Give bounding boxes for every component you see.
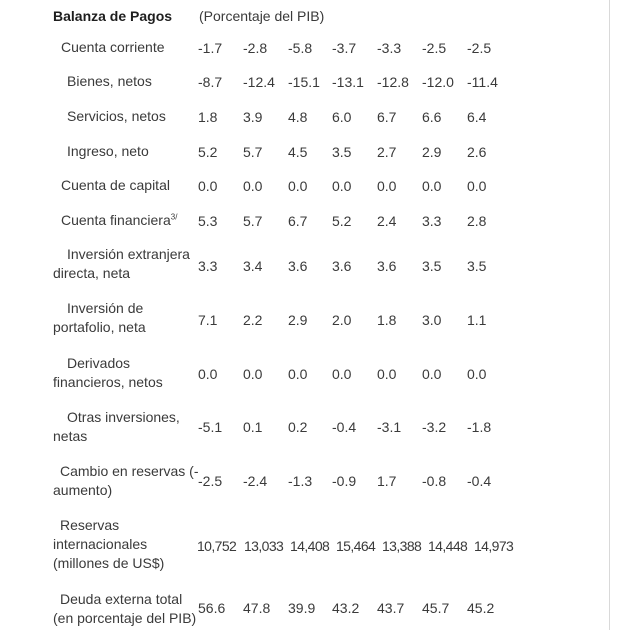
row-label: Reservas internacionales (millones de US$) [53,517,165,571]
row-value: 2.0 [332,312,352,328]
row-value: -11.4 [467,74,498,90]
row-label: Inversión extranjera directa, neta [53,246,190,281]
row-value: 1.1 [467,312,487,328]
row-value: 3.9 [243,109,263,125]
row-value: -3.2 [422,419,447,435]
row-value: 1.8 [377,312,397,328]
row-value: 4.8 [288,109,308,125]
row-value: 15,464 [336,538,376,554]
row-value: 7.1 [198,312,218,328]
row-label: Cuenta de capital [61,177,170,193]
row-value: 0.0 [288,366,308,382]
row-value: -1.3 [288,473,313,489]
row-value: 14,448 [428,538,468,554]
row-value: 39.9 [288,600,316,616]
row-value: 0.0 [467,366,487,382]
row-value: -15.1 [288,74,320,90]
row-value: 5.2 [198,144,218,160]
row-label: Derivados financieros, netos [53,355,163,390]
row-value: 2.9 [422,144,442,160]
row-value: 0.2 [288,419,308,435]
row-value: 3.0 [422,312,442,328]
row-value: 0.0 [377,178,397,194]
row-value: 0.0 [332,366,352,382]
row-value: -2.5 [467,40,492,56]
row-label [61,211,209,230]
row-value: 5.7 [243,144,263,160]
row-value: 0.0 [288,178,308,194]
row-value: 2.6 [467,144,487,160]
row-value: 6.7 [377,109,397,125]
row-value: 6.7 [288,213,308,229]
row-value: -13.1 [332,74,364,90]
row-value: -5.1 [198,419,223,435]
row-value: -12.0 [422,74,454,90]
row-value: 13,388 [382,538,422,554]
row-value: 0.0 [243,366,263,382]
row-label: Deuda externa total (en porcentaje del PIB) [53,591,197,626]
row-value: 0.0 [332,178,352,194]
row-value: 14,408 [290,538,330,554]
row-value: -1.7 [198,40,223,56]
row-value: 2.9 [288,312,308,328]
row-value: 3.6 [288,258,308,274]
row-value: 14,973 [474,538,514,554]
row-value: 4.5 [288,144,308,160]
row-value: 2.7 [377,144,397,160]
row-value: 0.0 [467,178,487,194]
row-value: 6.4 [467,109,487,125]
row-value: 3.3 [198,258,218,274]
row-value: 5.3 [198,213,218,229]
row-value: -0.9 [332,473,357,489]
row-label: Cambio en reservas (- aumento) [53,463,199,498]
row-value: 10,752 [197,538,237,554]
row-label: Bienes, netos [67,73,152,89]
row-value: -12.8 [377,74,409,90]
table-title: Balanza de Pagos [53,8,173,24]
row-value: 3.6 [377,258,397,274]
row-label: Servicios, netos [67,108,166,124]
row-value: 2.8 [467,213,487,229]
row-value: -1.8 [467,419,492,435]
row-label: Ingreso, neto [67,143,149,159]
row-value: -2.8 [243,40,268,56]
row-value: 6.6 [422,109,442,125]
row-value: -8.7 [198,74,223,90]
row-value: -3.3 [377,40,402,56]
row-value: 56.6 [198,600,226,616]
row-label: Inversión de portafolio, neta [53,300,146,335]
row-value: 3.5 [422,258,442,274]
row-value: 0.0 [198,178,218,194]
table-subtitle: (Porcentaje del PIB) [199,8,325,24]
row-value: -2.4 [243,473,268,489]
row-value: -12.4 [243,74,275,90]
row-value: 45.7 [422,600,450,616]
row-value: 6.0 [332,109,352,125]
row-value: 3.5 [467,258,487,274]
row-value: 13,033 [244,538,284,554]
row-value: 0.0 [377,366,397,382]
row-value: -3.1 [377,419,402,435]
row-value: 45.2 [467,600,495,616]
row-label: Otras inversiones, netas [53,409,180,444]
row-value: 43.7 [377,600,405,616]
row-value: 3.6 [332,258,352,274]
row-value: -2.5 [198,473,223,489]
row-label-text: Cuenta financiera [61,212,171,228]
row-value: 3.3 [422,213,442,229]
footnote-marker: 3/ [170,212,178,222]
row-value: 1.8 [198,109,218,125]
row-value: -0.8 [422,473,447,489]
row-value: 47.8 [243,600,271,616]
row-value: -3.7 [332,40,357,56]
row-value: -5.8 [288,40,313,56]
row-value: 0.0 [198,366,218,382]
row-value: -0.4 [467,473,492,489]
row-value: 5.7 [243,213,263,229]
row-value: 0.0 [422,178,442,194]
row-value: 3.4 [243,258,263,274]
row-value: 0.1 [243,419,263,435]
row-value: -0.4 [332,419,357,435]
row-value: 3.5 [332,144,352,160]
row-value: 43.2 [332,600,360,616]
row-value: 2.4 [377,213,397,229]
row-value: -2.5 [422,40,447,56]
row-value: 0.0 [243,178,263,194]
row-value: 2.2 [243,312,263,328]
row-value: 1.7 [377,473,397,489]
row-value: 5.2 [332,213,352,229]
row-label: Cuenta corriente [61,39,165,55]
row-value: 0.0 [422,366,442,382]
